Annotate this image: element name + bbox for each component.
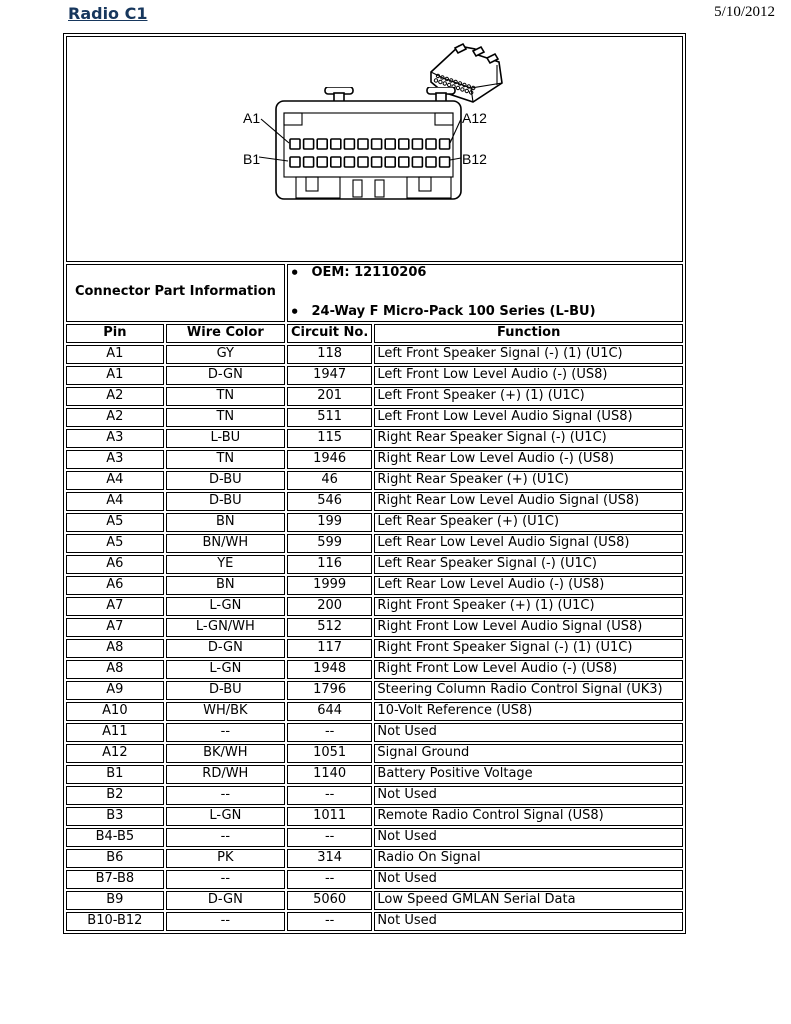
table-row [66,744,683,763]
diagram-row [66,36,683,262]
pin-label-a1: A1 [243,110,261,126]
function-cell: Right Front Low Level Audio Signal (US8) [374,618,683,637]
function-cell: Right Rear Speaker Signal (-) (U1C) [374,429,683,448]
circuit-no-cell: 201 [287,387,373,406]
circuit-no-cell: 1947 [287,366,373,385]
oem-number: OEM: 12110206 [311,265,427,280]
pin-cell: A5 [66,534,164,553]
bullet-icon: • [289,264,300,282]
table-row [66,429,683,448]
circuit-no-cell: 200 [287,597,373,616]
pin-cell: A4 [66,471,164,490]
wire-color-cell: PK [166,849,285,868]
function-cell: Not Used [374,870,683,889]
pin-cell: B10-B12 [66,912,164,931]
table-row [66,450,683,469]
connector-diagram [69,37,680,261]
table-row [66,345,683,364]
pin-cell: A1 [66,366,164,385]
page-header [68,4,775,23]
circuit-no-cell: 115 [287,429,373,448]
wire-color-cell: GY [166,345,285,364]
circuit-no-cell: 199 [287,513,373,532]
table-row [66,807,683,826]
table-row [66,492,683,511]
table-row [66,576,683,595]
table-row [66,660,683,679]
connector-part-info-details [287,264,683,322]
pin-cell: A2 [66,387,164,406]
circuit-no-cell: 118 [287,345,373,364]
header-pin: Pin [66,324,164,343]
function-cell: Right Front Low Level Audio (-) (US8) [374,660,683,679]
header-wire-color: Wire Color [166,324,285,343]
function-cell: Signal Ground [374,744,683,763]
function-cell: Not Used [374,912,683,931]
pinout-rows [66,345,683,931]
circuit-no-cell: 1948 [287,660,373,679]
header-row [66,324,683,343]
table-row [66,681,683,700]
wire-color-cell: D-GN [166,891,285,910]
function-cell: Not Used [374,828,683,847]
circuit-no-cell: 512 [287,618,373,637]
table-row [66,471,683,490]
function-cell: Left Front Speaker Signal (-) (1) (U1C) [374,345,683,364]
pin-cell: A8 [66,660,164,679]
wire-color-cell: -- [166,912,285,931]
circuit-no-cell: 116 [287,555,373,574]
circuit-no-cell: 511 [287,408,373,427]
function-cell: Not Used [374,723,683,742]
connector-face-view-icon [241,87,493,239]
table-row [66,618,683,637]
series-bullet [290,304,680,321]
wire-color-cell: TN [166,387,285,406]
wire-color-cell: D-BU [166,681,285,700]
pin-cell: A2 [66,408,164,427]
wire-color-cell: -- [166,786,285,805]
table-row [66,891,683,910]
function-cell: Left Rear Low Level Audio Signal (US8) [374,534,683,553]
wire-color-cell: D-BU [166,471,285,490]
wire-color-cell: RD/WH [166,765,285,784]
function-cell: Right Front Speaker Signal (-) (1) (U1C) [374,639,683,658]
function-cell: 10-Volt Reference (US8) [374,702,683,721]
header-circuit-no: Circuit No. [287,324,373,343]
wire-color-cell: BK/WH [166,744,285,763]
table-row [66,723,683,742]
circuit-no-cell: 117 [287,639,373,658]
pin-cell: A12 [66,744,164,763]
pin-label-b12: B12 [462,151,487,167]
table-row [66,828,683,847]
function-cell: Right Rear Low Level Audio Signal (US8) [374,492,683,511]
header-function: Function [374,324,683,343]
circuit-no-cell: 546 [287,492,373,511]
function-cell: Right Rear Speaker (+) (U1C) [374,471,683,490]
page-date: 5/10/2012 [714,4,775,20]
pin-cell: A1 [66,345,164,364]
table-row [66,849,683,868]
function-cell: Left Rear Speaker Signal (-) (U1C) [374,555,683,574]
table-row [66,786,683,805]
connector-part-info-label: Connector Part Information [66,264,285,322]
circuit-no-cell: -- [287,828,373,847]
pin-label-a12: A12 [462,110,487,126]
circuit-no-cell: -- [287,723,373,742]
function-cell: Left Rear Speaker (+) (U1C) [374,513,683,532]
function-cell: Left Rear Low Level Audio (-) (US8) [374,576,683,595]
wire-color-cell: -- [166,870,285,889]
pin-cell: A6 [66,555,164,574]
circuit-no-cell: 1796 [287,681,373,700]
pin-cell: B1 [66,765,164,784]
pin-cell: A7 [66,597,164,616]
circuit-no-cell: 1999 [287,576,373,595]
oem-bullet [290,265,680,282]
pin-cell: A4 [66,492,164,511]
wire-color-cell: BN/WH [166,534,285,553]
wire-color-cell: TN [166,408,285,427]
pin-cell: A9 [66,681,164,700]
table-row [66,555,683,574]
circuit-no-cell: 5060 [287,891,373,910]
function-cell: Left Front Speaker (+) (1) (U1C) [374,387,683,406]
circuit-no-cell: 1011 [287,807,373,826]
wire-color-cell: D-BU [166,492,285,511]
function-cell: Right Rear Low Level Audio (-) (US8) [374,450,683,469]
pin-cell: A3 [66,429,164,448]
circuit-no-cell: -- [287,870,373,889]
circuit-no-cell: -- [287,786,373,805]
pin-cell: A8 [66,639,164,658]
function-cell: Low Speed GMLAN Serial Data [374,891,683,910]
table-row [66,387,683,406]
wire-color-cell: WH/BK [166,702,285,721]
wire-color-cell: L-GN/WH [166,618,285,637]
pin-cell: B6 [66,849,164,868]
wire-color-cell: L-BU [166,429,285,448]
circuit-no-cell: -- [287,912,373,931]
function-cell: Left Front Low Level Audio Signal (US8) [374,408,683,427]
connector-diagram-cell [66,36,683,262]
wire-color-cell: YE [166,555,285,574]
connector-pinout-table [63,33,686,934]
function-cell: Left Front Low Level Audio (-) (US8) [374,366,683,385]
function-cell: Battery Positive Voltage [374,765,683,784]
function-cell: Remote Radio Control Signal (US8) [374,807,683,826]
circuit-no-cell: 314 [287,849,373,868]
wire-color-cell: D-GN [166,366,285,385]
pin-cell: A10 [66,702,164,721]
page-title: Radio C1 [68,4,148,23]
circuit-no-cell: 1140 [287,765,373,784]
circuit-no-cell: 599 [287,534,373,553]
wire-color-cell: L-GN [166,807,285,826]
table-row [66,534,683,553]
table-row [66,639,683,658]
circuit-no-cell: 1946 [287,450,373,469]
pin-cell: B4-B5 [66,828,164,847]
pin-cell: B3 [66,807,164,826]
wire-color-cell: L-GN [166,660,285,679]
table-row [66,408,683,427]
bullet-icon: • [289,302,300,321]
pin-cell: A5 [66,513,164,532]
pin-label-b1: B1 [243,151,261,167]
circuit-no-cell: 1051 [287,744,373,763]
circuit-no-cell: 644 [287,702,373,721]
pin-cell: B9 [66,891,164,910]
function-cell: Right Front Speaker (+) (1) (U1C) [374,597,683,616]
table-row [66,765,683,784]
wire-color-cell: BN [166,513,285,532]
wire-color-cell: TN [166,450,285,469]
table-row [66,912,683,931]
table-row [66,702,683,721]
part-info-row [66,264,683,322]
wire-color-cell: D-GN [166,639,285,658]
table-row [66,513,683,532]
pin-cell: B7-B8 [66,870,164,889]
wire-color-cell: -- [166,828,285,847]
circuit-no-cell: 46 [287,471,373,490]
table-row [66,366,683,385]
table-row [66,870,683,889]
pin-cell: A11 [66,723,164,742]
pin-cell: A3 [66,450,164,469]
function-cell: Not Used [374,786,683,805]
series-description: 24-Way F Micro-Pack 100 Series (L-BU) [311,303,596,319]
pin-cell: A7 [66,618,164,637]
wire-color-cell: BN [166,576,285,595]
pin-cell: B2 [66,786,164,805]
function-cell: Steering Column Radio Control Signal (UK3) [374,681,683,700]
wire-color-cell: -- [166,723,285,742]
function-cell: Radio On Signal [374,849,683,868]
table-row [66,597,683,616]
wire-color-cell: L-GN [166,597,285,616]
pin-cell: A6 [66,576,164,595]
